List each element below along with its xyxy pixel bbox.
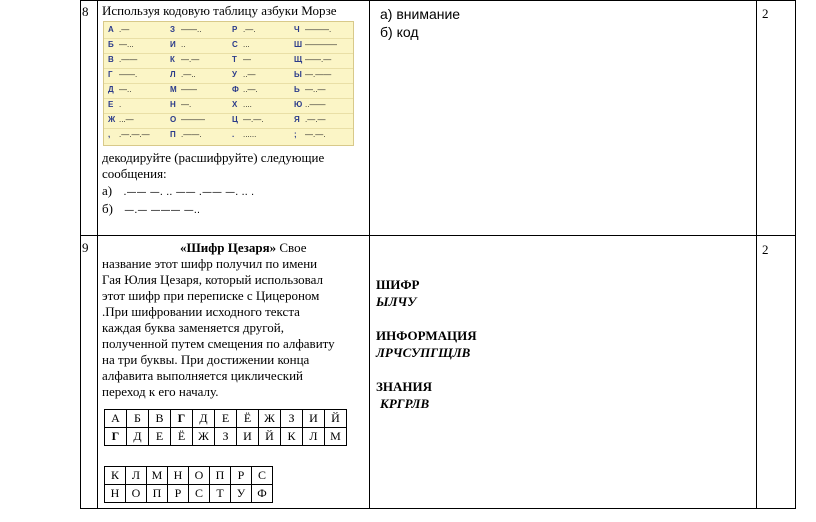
table-cell: Д	[127, 428, 149, 446]
morse-entry	[170, 130, 201, 139]
morse-letter: Ф	[232, 85, 239, 94]
table-cell: И	[303, 410, 325, 428]
morse-letter: Н	[170, 100, 176, 109]
table-cell: О	[189, 467, 210, 485]
morse-code: —..—	[305, 85, 326, 94]
morse-letter: С	[232, 40, 238, 49]
table-cell: И	[237, 428, 259, 446]
morse-letter: Ш	[294, 40, 303, 49]
table-cell: Й	[259, 428, 281, 446]
table-cell: Ё	[171, 428, 193, 446]
table-cell: П	[147, 485, 168, 503]
morse-code: ———	[181, 115, 205, 124]
morse-code: —.	[181, 100, 192, 109]
morse-code: ————	[305, 40, 337, 49]
morse-letter: Я	[294, 115, 300, 124]
morse-code: .——.	[181, 130, 202, 139]
morse-letter: З	[170, 25, 176, 34]
row8-number: 8	[82, 4, 89, 19]
morse-code: ....	[243, 100, 252, 109]
table-cell: Ж	[259, 410, 281, 428]
caesar-table-2	[104, 466, 273, 503]
morse-entry	[294, 85, 325, 94]
morse-letter: Ы	[294, 70, 302, 79]
table-cell: Б	[127, 410, 149, 428]
table-cell: С	[189, 485, 210, 503]
message-a	[102, 183, 254, 199]
morse-entry	[294, 40, 337, 49]
morse-letter: Ч	[294, 25, 300, 34]
morse-code: .—.—.—	[119, 130, 150, 139]
answer-a: а) внимание	[380, 6, 461, 22]
morse-entry	[232, 40, 250, 49]
caesar-text-line: этот шифр при переписке с Цицероном	[102, 288, 320, 303]
message-b-code: —.— ——— —..	[124, 205, 201, 216]
morse-entry	[232, 70, 255, 79]
morse-code: —.—.	[305, 130, 326, 139]
col-line-num	[97, 0, 98, 509]
morse-grid-line	[104, 113, 353, 114]
table-cell: Ф	[252, 485, 273, 503]
morse-grid-line	[104, 53, 353, 54]
morse-entry	[170, 70, 196, 79]
morse-code: ———.	[305, 25, 332, 34]
morse-code: ..——	[305, 100, 326, 109]
morse-letter: Т	[232, 55, 237, 64]
morse-entry	[108, 85, 131, 94]
row-divider	[80, 235, 795, 236]
morse-code: ——.—	[305, 55, 332, 64]
morse-code: ——..	[181, 25, 202, 34]
table-cell: Р	[231, 467, 252, 485]
caesar-text-line: каждая буква заменяется другой,	[102, 320, 285, 335]
table-cell: Н	[168, 467, 189, 485]
morse-entry	[232, 130, 256, 139]
message-b-label: б)	[102, 201, 113, 216]
morse-letter: Д	[108, 85, 114, 94]
morse-entry	[170, 25, 201, 34]
morse-letter: Б	[108, 40, 114, 49]
table-cell: Д	[193, 410, 215, 428]
morse-entry	[170, 85, 197, 94]
caesar-text-line: полученной путем смещения по алфавиту	[102, 336, 335, 351]
morse-code: .—.—	[305, 115, 326, 124]
morse-letter: Ю	[294, 100, 303, 109]
morse-code: —.—.	[243, 115, 264, 124]
table-cell: Й	[325, 410, 347, 428]
table-cell: Л	[126, 467, 147, 485]
table-row	[105, 467, 273, 485]
morse-grid-line	[104, 128, 353, 129]
row9-number: 9	[82, 240, 89, 255]
morse-grid-line	[104, 68, 353, 69]
col-line-task	[369, 0, 370, 509]
table-cell: У	[231, 485, 252, 503]
table-cell: Т	[210, 485, 231, 503]
morse-grid-line	[104, 38, 353, 39]
morse-entry	[170, 100, 191, 109]
message-a-code: .—— —. .. —— .—— —. .. .	[123, 187, 255, 198]
row8-task-text: Используя кодовую таблицу азбуки Морзе	[102, 3, 337, 18]
morse-code: ..	[181, 40, 186, 49]
table-cell: М	[147, 467, 168, 485]
table-cell: А	[105, 410, 127, 428]
morse-letter: ,	[108, 130, 111, 139]
table-cell: З	[215, 428, 237, 446]
morse-entry	[232, 25, 255, 34]
morse-code: .—..	[181, 70, 196, 79]
morse-letter: Г	[108, 70, 113, 79]
morse-letter: О	[170, 115, 177, 124]
morse-letter: П	[170, 130, 176, 139]
morse-code: .——	[119, 55, 138, 64]
table-cell: З	[281, 410, 303, 428]
morse-code: ——	[181, 85, 197, 94]
morse-entry	[232, 85, 258, 94]
morse-entry	[108, 130, 150, 139]
answer-b: б) код	[380, 24, 419, 40]
morse-entry	[232, 100, 252, 109]
morse-entry	[294, 70, 331, 79]
morse-code: —.—	[181, 55, 200, 64]
morse-letter: Л	[170, 70, 176, 79]
morse-entry	[294, 100, 325, 109]
morse-code: —..	[119, 85, 132, 94]
table-cell: Н	[105, 485, 126, 503]
caesar-text-first: Свое	[276, 240, 307, 255]
morse-code: ..—.	[243, 85, 258, 94]
table-cell: М	[325, 428, 347, 446]
answer-cipher: КРГРЛВ	[380, 396, 430, 411]
caesar-title: «Шифр Цезаря»	[180, 240, 277, 255]
col-line-right	[795, 0, 796, 509]
morse-letter: Ж	[108, 115, 116, 124]
table-cell: Ж	[193, 428, 215, 446]
table-cell: О	[126, 485, 147, 503]
morse-letter: А	[108, 25, 114, 34]
morse-grid-line	[104, 83, 353, 84]
table-cell: Р	[168, 485, 189, 503]
answer-word: ЗНАНИЯ	[376, 379, 432, 394]
col-line-left	[80, 0, 81, 509]
table-cell: Г	[171, 410, 193, 428]
row8-instruction: декодируйте (расшифруйте) следующие сообщения:	[102, 150, 325, 181]
morse-entry	[232, 55, 251, 64]
morse-letter: Е	[108, 100, 114, 109]
caesar-text-line: название этот шифр получил по имени	[102, 256, 318, 271]
table-cell: Е	[149, 428, 171, 446]
answer-word: ИНФОРМАЦИЯ	[376, 328, 477, 343]
morse-code-table	[103, 21, 354, 146]
message-b	[102, 201, 200, 217]
caesar-answers	[376, 276, 477, 412]
caesar-text-line: .При шифровании исходного текста	[102, 304, 300, 319]
table-cell: С	[252, 467, 273, 485]
morse-entry	[108, 70, 137, 79]
morse-code: .	[119, 100, 122, 109]
morse-letter: Р	[232, 25, 238, 34]
row9-score: 2	[762, 242, 769, 257]
morse-letter: ;	[294, 130, 297, 139]
table-row	[105, 428, 347, 446]
caesar-text-line: на три буквы. При достижении конца	[102, 352, 310, 367]
caesar-text-line: Гая Юлия Цезаря, который использовал	[102, 272, 324, 287]
table-cell: Е	[215, 410, 237, 428]
morse-code: —...	[119, 40, 134, 49]
caesar-description	[102, 240, 367, 400]
morse-code: ...—	[119, 115, 134, 124]
table-row	[105, 410, 347, 428]
row8-score: 2	[762, 6, 769, 21]
table-cell: В	[149, 410, 171, 428]
col-line-answer	[756, 0, 757, 509]
morse-entry	[294, 130, 325, 139]
morse-entry	[108, 55, 137, 64]
caesar-text-line: переход к его началу.	[102, 384, 219, 399]
table-cell: Ё	[237, 410, 259, 428]
morse-letter: К	[170, 55, 175, 64]
morse-entry	[170, 115, 205, 124]
morse-code: ......	[243, 130, 257, 139]
morse-letter: Щ	[294, 55, 303, 64]
morse-code: .—.	[243, 25, 256, 34]
morse-code: .—	[119, 25, 130, 34]
message-a-label: а)	[102, 183, 113, 198]
table-cell: Г	[105, 428, 127, 446]
morse-letter: У	[232, 70, 237, 79]
morse-entry	[294, 55, 331, 64]
answer-cipher: ЛРЧСУПГЩЛВ	[376, 345, 471, 360]
morse-code: ..—	[243, 70, 256, 79]
morse-grid-line	[104, 98, 353, 99]
morse-entry	[108, 40, 134, 49]
morse-letter: Ц	[232, 115, 238, 124]
morse-entry	[108, 100, 121, 109]
answer-word: ШИФР	[376, 277, 420, 292]
morse-entry	[108, 115, 134, 124]
morse-letter: Ь	[294, 85, 300, 94]
morse-entry	[294, 115, 325, 124]
morse-letter: Х	[232, 100, 238, 109]
morse-letter: И	[170, 40, 176, 49]
table-row	[105, 485, 273, 503]
morse-letter: М	[170, 85, 177, 94]
morse-code: ...	[243, 40, 250, 49]
morse-code: —.——	[305, 70, 332, 79]
table-cell: К	[281, 428, 303, 446]
morse-entry	[108, 25, 129, 34]
answer-cipher: ЫЛЧУ	[376, 294, 417, 309]
morse-code: —	[243, 55, 251, 64]
table-cell: К	[105, 467, 126, 485]
morse-entry	[232, 115, 263, 124]
table-cell: П	[210, 467, 231, 485]
caesar-table-1	[104, 409, 347, 446]
table-top-border	[80, 0, 795, 1]
caesar-text-line: алфавита выполняется циклический	[102, 368, 304, 383]
morse-letter: В	[108, 55, 114, 64]
morse-entry	[170, 40, 185, 49]
table-cell: Л	[303, 428, 325, 446]
morse-entry	[294, 25, 331, 34]
table-bottom-border	[80, 508, 795, 509]
morse-code: ——.	[119, 70, 138, 79]
morse-entry	[170, 55, 199, 64]
morse-letter: .	[232, 130, 235, 139]
